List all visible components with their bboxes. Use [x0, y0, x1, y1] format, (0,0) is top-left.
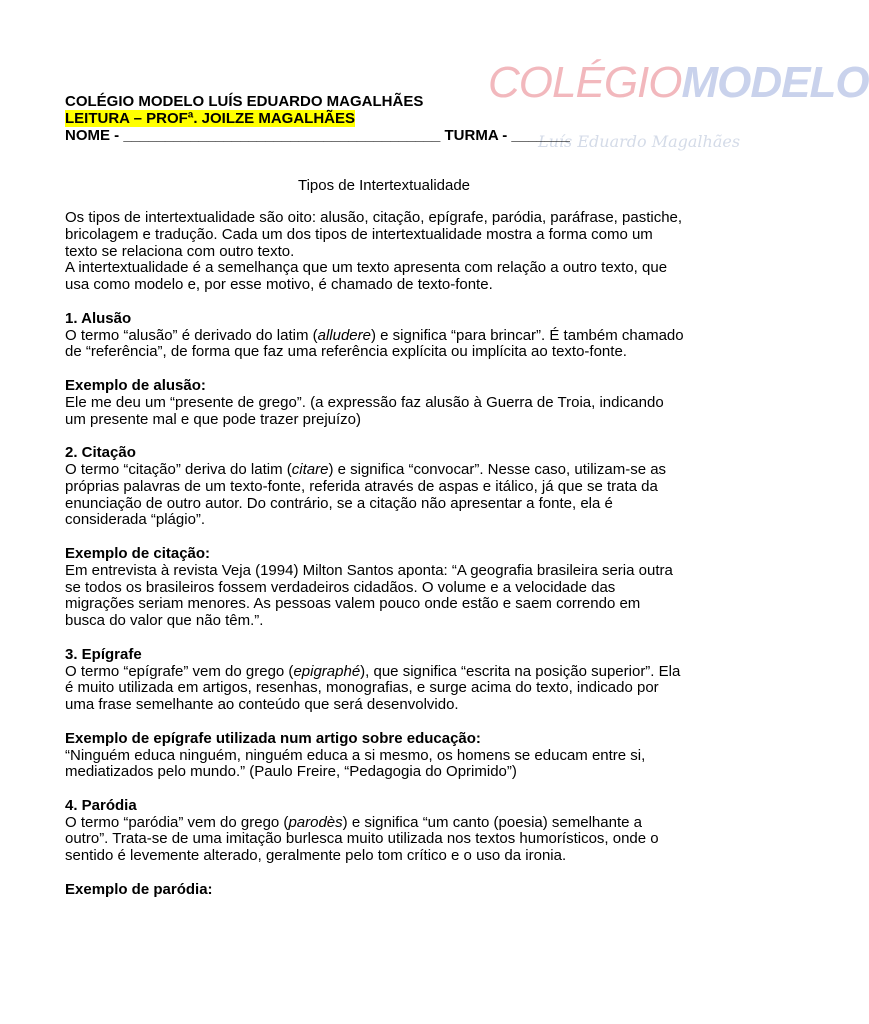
example-heading-alusao: Exemplo de alusão: — [65, 376, 206, 394]
example-heading-epigrafe: Exemplo de epígrafe utilizada num artigo sobre educação: — [65, 729, 481, 747]
body-line: O termo “citação” deriva do latim (citare) e significa “convocar”. Nesse caso, utilizam-se as — [65, 460, 667, 478]
intro-line: usa como modelo e, por esse motivo, é chamado de texto-fonte. — [65, 276, 493, 294]
body-line: outro”. Trata-se de uma imitação burlesca muito utilizada nos textos humorísticos, onde o — [65, 830, 659, 848]
logo-subtitle: Luís Eduardo Magalhães — [538, 132, 741, 151]
school-logo — [488, 58, 869, 168]
example-line: um presente mal e que pode trazer prejuízo) — [65, 410, 361, 428]
example-line: “Ninguém educa ninguém, ninguém educa a si mesmo, os homens se educam entre si, — [65, 746, 646, 764]
body-line: considerada “plágio”. — [65, 511, 206, 529]
body-line: O termo “paródia” vem do grego (parodès) e significa “um canto (poesia) semelhante a — [65, 813, 642, 831]
body-line: enunciação de outro autor. Do contrário, se a citação não apresentar a fonte, ela é — [65, 494, 613, 512]
subject-highlight: LEITURA – PROFª. JOILZE MAGALHÃES — [65, 110, 356, 127]
name-class-line: NOME - ______________________________________ TURMA - _______ — [65, 127, 570, 144]
subject-line — [65, 110, 355, 128]
body-line: O termo “alusão” é derivado do latim (alludere) e significa “para brincar”. É também chamado — [65, 326, 684, 344]
body-line: de “referência”, de forma que faz uma referência explícita ou implícita ao texto-fonte. — [65, 343, 627, 361]
body-line: uma frase semelhante ao conteúdo que será desenvolvido. — [65, 696, 459, 714]
example-line: mediatizados pelo mundo.” (Paulo Freire, “Pedagogia do Oprimido”) — [65, 763, 517, 781]
intro-line: Os tipos de intertextualidade são oito: alusão, citação, epígrafe, paródia, paráfrase, pastiche, — [65, 209, 683, 226]
example-line: migrações seriam menores. As pessoas valem pouco onde estão e saem correndo em — [65, 595, 641, 613]
intro-line: texto se relaciona com outro texto. — [65, 242, 295, 260]
example-line: busca do valor que não têm.”. — [65, 612, 264, 630]
document-body — [65, 210, 715, 899]
intro-line: bricolagem e tradução. Cada um dos tipos de intertextualidade mostra a forma como um — [65, 225, 653, 243]
example-heading-citacao: Exemplo de citação: — [65, 544, 211, 562]
body-line: sentido é levemente alterado, geralmente pelo tom crítico e o uso da ironia. — [65, 847, 567, 865]
section-heading-alusao: 1. Alusão — [65, 309, 132, 327]
example-line: se todos os brasileiros fossem verdadeiros cidadãos. O volume e a velocidade das — [65, 578, 616, 596]
example-heading-parodia: Exemplo de paródia: — [65, 880, 213, 898]
body-line: O termo “epígrafe” vem do grego (epigraphé), que significa “escrita na posição superior”. Ela — [65, 662, 681, 680]
school-name: COLÉGIO MODELO LUÍS EDUARDO MAGALHÃES — [65, 93, 424, 110]
example-line: Em entrevista à revista Veja (1994) Milton Santos aponta: “A geografia brasileira seria outra — [65, 561, 673, 579]
section-heading-parodia: 4. Paródia — [65, 796, 137, 814]
section-heading-epigrafe: 3. Epígrafe — [65, 645, 142, 663]
example-line: Ele me deu um “presente de grego”. (a expressão faz alusão à Guerra de Troia, indicando — [65, 393, 664, 411]
intro-line: A intertextualidade é a semelhança que um texto apresenta com relação a outro texto, que — [65, 259, 668, 277]
body-line: é muito utilizada em artigos, resenhas, monografias, e surge acima do texto, indicado por — [65, 679, 659, 697]
body-line: próprias palavras de um texto-fonte, referida através de aspas e itálico, já que se trata da — [65, 477, 658, 495]
logo-wordmark: COLÉGIOMODELO — [488, 58, 869, 107]
section-heading-citacao: 2. Citação — [65, 444, 136, 462]
page-title: Tipos de Intertextualidade — [297, 177, 471, 194]
